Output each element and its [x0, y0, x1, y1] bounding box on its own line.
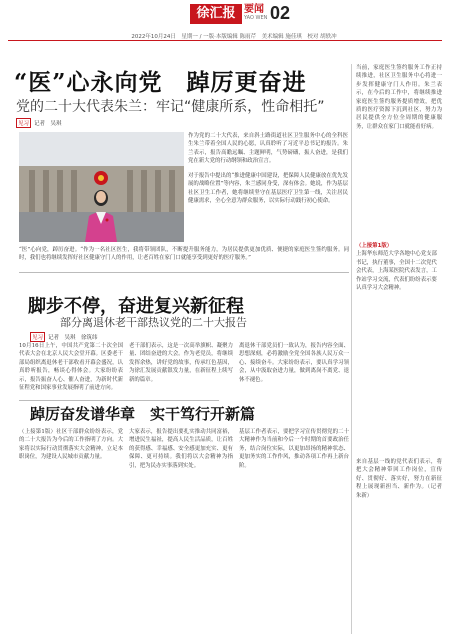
main-subheadline: 党的二十大代表朱兰：牢记“健康所系，性命相托”	[16, 99, 325, 115]
sidebar-column-bottom: 来自基层一线的党代表们表示，将把大会精神带回工作岗位，宣传好、贯彻好、落实好，努力在新征程上展现新担当、新作为。（记者 朱新）	[356, 459, 448, 499]
sidebar-column-top: 当前，家庭医生签约服务工作正持续推进，社区卫生服务中心将进一步发挥健康守门人作用。朱兰表示，在今后的工作中，将继续推进家庭医生签约服务提质增效，把优质的医疗资源下沉到社区，努力为居民提供全方位全周期的健康服务，让群众在家门口就能看好病。	[356, 65, 442, 130]
photo-caption-text: 上海华东师范大学各地中心党支部书记，执行董事，全国十二次党代会代表，上海某医院代表发言，工作站学习交流，代表们纷纷表示要认真学习大会精神。	[356, 251, 437, 292]
photo-caption	[356, 242, 442, 292]
story2-byline-tag: 见习	[30, 332, 45, 342]
main-headline: “医”心永向党 踔厉更奋进	[14, 69, 307, 96]
top-rule	[8, 40, 442, 41]
story2-byline-text: 记者 吴琪 徐筑纬	[48, 335, 98, 341]
dateline: 2022年10月24日 星期一 / 一版·本版编辑 陈雨芹 美术编辑 施佳琪 校对 胡轶冲	[131, 34, 337, 40]
byline-text: 记者 吴琪	[34, 121, 62, 127]
story2-column-a: 10月16日上午，中国共产党第二十次全国代表大会在北京人民大会堂开幕。区委老干部局组织离退休老干部收看开幕会盛况，认真聆听报告，畅谈心得体会。大家纷纷表示，报告振奋人心、催人奋进，为新时代新征程党和国家事业发展指明了前进方向。	[19, 343, 123, 392]
page-number: 02	[270, 3, 291, 23]
story2-column-b: 老干部们表示，这是一次高举旗帜、凝聚力量、团结奋进的大会。作为老党员，将继续发挥余热，讲好党的故事，传承红色基因，为徐汇发展贡献银发力量，在新征程上续写新的篇章。	[129, 343, 233, 383]
story3-column-a: （上接第1版）社区干部群众纷纷表示，党的二十大报告为今后的工作指明了方向。大家将以实际行动贯彻落实大会精神，立足本职岗位，为建设人民城市贡献力量。	[19, 429, 123, 461]
story2-subheadline: 部分离退休老干部热议党的二十大报告	[60, 316, 247, 329]
masthead-logo: 徐汇报	[190, 4, 242, 24]
news-photo	[19, 132, 184, 242]
section-divider	[19, 272, 349, 273]
section-subtitle: YAO WEN	[244, 15, 268, 21]
story1-column-c: “医”心向党，踔厉奋进。“作为一名社区医生，我将带领团队，不断提升服务能力，为居民提供更加优质、便捷的家庭医生签约服务。同时，我们也将继续发挥好社区健康守门人的作用，让老百姓在家门口就能享受到更好的医疗服务。”	[19, 247, 349, 262]
story1-column-a: 作为党的二十大代表，来自斜土路街道社区卫生服务中心的全科医生朱兰带着全国人民的心愿，认真聆听了习近平总书记的报告。朱兰表示，报告高瞻远瞩、主题鲜明，气势磅礴，振人奋进，是我们党在新大党的行动纲领和政治宣言。	[188, 133, 348, 165]
section-title: 要闻	[244, 4, 264, 15]
story3-column-c: 基层工作者表示，要把学习宣传贯彻党的二十大精神作为当前和今后一个时期的首要政治任务，结合岗位实际，以更加昂扬的精神状态、更加务实的工作作风，推动各项工作再上新台阶。	[239, 429, 349, 469]
story3-headline: 踔厉奋发谱华章 实干笃行开新篇	[30, 405, 256, 423]
byline-tag: 见习	[16, 118, 31, 128]
story2-headline: 脚步不停，奋进复兴新征程	[28, 296, 244, 317]
photo-caption-label: （上接第1版）	[356, 243, 393, 249]
story3-column-b: 大家表示，报告提出要扎实推动共同富裕，增进民生福祉，提高人民生活品质，让百姓的获得感、幸福感、安全感更加充实、更有保障、更可持续。我们将以大会精神为指引，把为民办实事落到实处。	[129, 429, 233, 469]
section-label	[244, 4, 270, 24]
section-divider-2	[19, 400, 219, 401]
story1-column-b: 对于报告中提出的“推进健康中国建设，把保障人民健康放在优先发展的战略位置”等内容，朱兰感同身受，深有体会。她说，作为基层社区卫生工作者，她将继续坚守在基层医疗卫生第一线，关注居民健康需求，全心全意为群众服务，以实际行动践行初心使命。	[188, 173, 348, 205]
story2-byline	[30, 332, 98, 342]
column-divider	[351, 64, 352, 634]
photo-illustration	[19, 132, 184, 242]
story2-column-c: 离退休干部党员们一致认为，报告内容全面、思想深刻，必将激励全党全国各族人民万众一心、接续奋斗。大家纷纷表示，要认真学习领会，从中汲取奋进力量，做到离岗不离党、退休不褪色。	[239, 343, 349, 383]
byline	[16, 118, 62, 128]
